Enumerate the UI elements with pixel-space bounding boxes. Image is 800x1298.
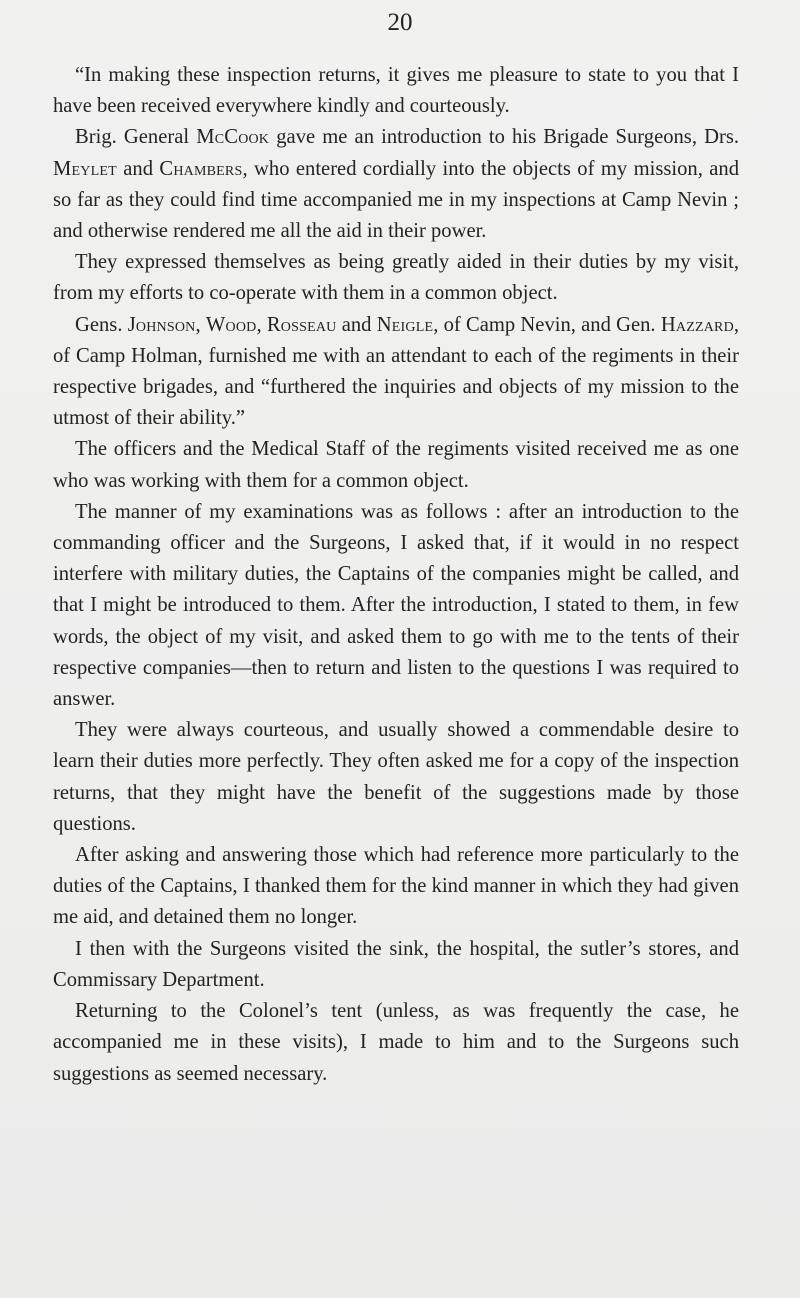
proper-name: Neigle <box>376 313 434 336</box>
proper-name: Wood <box>205 313 257 336</box>
proper-name: McCook <box>196 126 270 149</box>
proper-name: Hazzard <box>660 313 734 336</box>
proper-name: Chambers <box>159 157 243 180</box>
text-run: I then with the Surgeons visited the sink, the hospital, the sutler’s stores, and Commissary Department. <box>53 937 739 991</box>
text-run: , <box>256 313 267 336</box>
proper-name: Rosseau <box>266 313 337 336</box>
page-number: 20 <box>387 9 413 36</box>
paragraph <box>53 497 739 715</box>
text-run: After asking and answering those which had reference more particularly to the duties of the Captains, I thanked them for the kind manner in which they had given me aid, and detained them no longer. <box>53 844 739 929</box>
paragraph <box>53 840 739 934</box>
paragraph <box>53 247 739 309</box>
paragraph <box>53 996 739 1090</box>
text-run: “In making these inspection returns, it gives me pleasure to state to you that I have been received everywhere kindly and courteously. <box>53 64 739 118</box>
text-run: , who entered cordially into the objects of my mission, and so far as they could find time accompanied me in my inspections at Camp Nevin ; and otherwise rendered me all the aid in their power. <box>53 157 740 243</box>
paragraph <box>53 310 739 435</box>
body-text <box>53 60 739 1090</box>
text-run: and <box>116 157 160 180</box>
text-run: Returning to the Colonel’s tent (unless, as was frequently the case, he accompanied me in these visits), I made to him and to the Surgeons such suggestions as seemed necessary. <box>53 1000 739 1085</box>
proper-name: Meylet <box>53 157 117 180</box>
text-run: They expressed themselves as being greatly aided in their duties by my visit, from my efforts to co-operate with them in a common object. <box>53 251 739 305</box>
paragraph <box>53 434 739 496</box>
text-run: The officers and the Medical Staff of the regiments visited received me as one who was working with them for a common object. <box>53 438 739 492</box>
text-run: , of Camp Nevin, and Gen. <box>433 313 661 336</box>
text-run: They were always courteous, and usually showed a commendable desire to learn their duties more perfectly. They often asked me for a copy of the inspection returns, that they might have the benefit of the suggestions made by those questions. <box>53 719 739 835</box>
paragraph <box>53 122 739 247</box>
paragraph <box>53 60 739 122</box>
text-run: , of Camp Holman, furnished me with an attendant to each of the regiments in their respective brigades, and “furthered the inquiries and objects of my mission to the utmost of their ability.” <box>53 313 740 430</box>
text-run: The manner of my examinations was as follows : after an introduction to the commanding officer and the Surgeons, I asked that, if it would in no respect interfere with military duties, the Captains of the companies might be called, and that I might be introduced to them. After the introduction, I stated to them, in few words, the object of my visit, and asked them to go with me to the tents of their respective companies—then to return and listen to the questions I was required to answer. <box>53 500 739 711</box>
paragraph <box>53 715 739 840</box>
proper-name: Johnson <box>127 313 196 336</box>
text-run: Brig. General <box>75 126 197 149</box>
text-run: Gens. <box>75 313 128 336</box>
text-run: gave me an introduction to his Brigade Surgeons, Drs. <box>269 126 739 149</box>
paragraph <box>53 934 739 996</box>
text-run: and <box>336 313 377 336</box>
text-run: , <box>195 313 206 336</box>
